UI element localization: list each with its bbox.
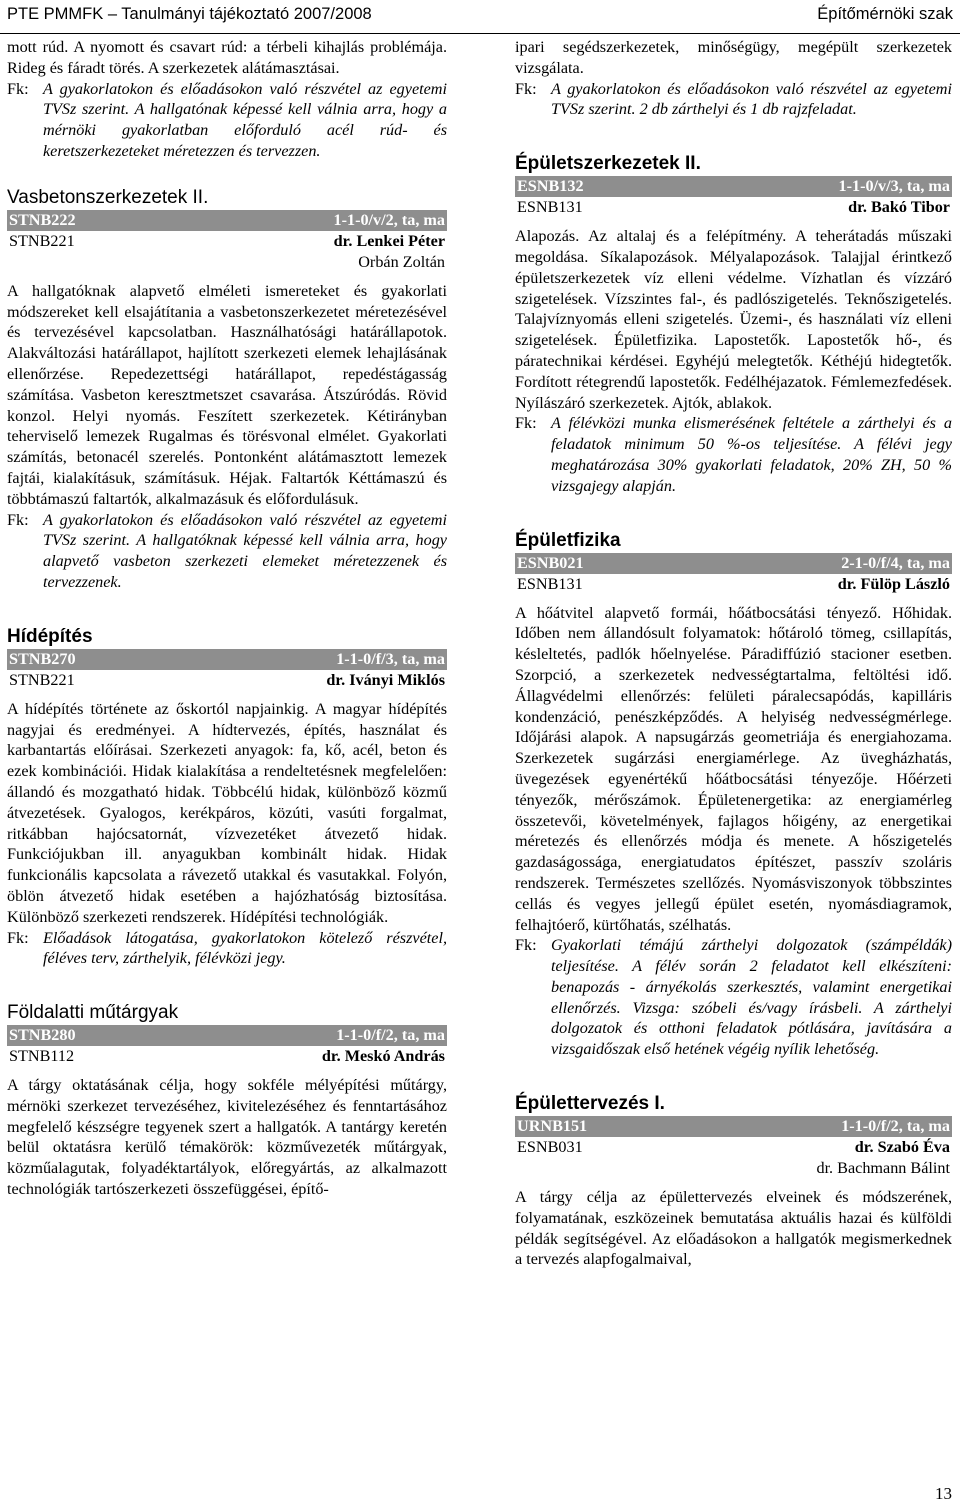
course-credits: 1-1-0/f/2, ta, ma [336, 1026, 445, 1045]
header-left: PTE PMMFK – Tanulmányi tájékoztató 2007/2008 [7, 5, 372, 23]
right-column [515, 37, 952, 1270]
section-title: Földalatti műtárgyak [7, 1002, 179, 1024]
course-code-row [515, 553, 952, 574]
course-credits: 2-1-0/f/4, ta, ma [841, 553, 950, 572]
teacher-name-2: dr. Bachmann Bálint [816, 1159, 950, 1178]
course-code: URNB151 [517, 1117, 588, 1136]
paragraph: mott rúd. A nyomott és csavart rúd: a térbeli kihajlás problémája. Rideg és fáradt törés. A szerkezetek alátámasztásai. [7, 38, 447, 77]
left-column [7, 37, 447, 1200]
course-code: ESNB021 [517, 553, 584, 572]
teacher-name: dr. Iványi Miklós [326, 670, 445, 689]
prerequisite-row [7, 1046, 447, 1067]
course-credits: 1-1-0/f/3, ta, ma [336, 649, 445, 668]
fk-text: A félévközi munka elismerésének feltétele a zárthelyi és a feladatok minimum 50 %-os teljesítése. A félévi jegy meghatározása 30% gyakorlati feladatok, 20% ZH, 50 % vizsgajegy alapján. [551, 414, 952, 495]
header-right: Építőmérnöki szak [817, 5, 953, 23]
teacher-name: dr. Lenkei Péter [333, 231, 445, 250]
prerequisite-code: ESNB131 [517, 574, 583, 593]
course-code-row [7, 1025, 447, 1046]
fk-text: A gyakorlatokon és előadásokon való részvétel az egyetemi TVSz szerint. A hallgatóknak képessé kell válnia arra, hogy alapvető vasbeton szerkezeti elemeket méretezzenek és tervezzenek. [43, 510, 447, 591]
course-code: STNB270 [9, 649, 76, 668]
teacher-name: dr. Fülöp László [837, 574, 950, 593]
course-code: ESNB132 [517, 177, 584, 196]
paragraph: A tárgy célja az épülettervezés elveinek és módszerének, folyamatának, eszközeinek bemutatása aktuális hazai és külföldi példák segítségével. Az előadásokon a hallgatók megismerkednek a tervezés alapfogalmaival, [515, 1188, 952, 1269]
fk-label: Fk: [515, 79, 537, 98]
paragraph: Alapozás. Az altalaj és a felépítmény. A teherátadás műszaki megoldása. Síkalapozások. Mélyalapozások. Talajjal érintkező épületszerkezetek víz elleni védelme. Vízhatlan és vízzáró szigetelések. Vízszintes fal-, és padlószigetelés. Teknőszigetelés. Talajvíznyomás elleni szigetelés. Üzemi-, és használati víz elleni szigetelések. Épületfizika. Lapostetők. Lapostetők hő-, és páratechnikai kérdései. Egyhéjú melegtetők. Kéthéjú hidegtetők. Fordított rétegrendű lapostetők. Fedélhéjazatok. Fémlemezfedések. Nyílászáró szerkezetek. Ajtók, ablakok. [515, 227, 952, 412]
paragraph: ipari segédszerkezetek, minőségügy, megépült szerkezetek vizsgálata. [515, 38, 952, 77]
paragraph: A hallgatóknak alapvető elméleti ismereteket és gyakorlati módszereket kell elsajátítania a vasbetonszerkezetet méretezésével és tervezésével kapcsolatban. Használhatósági határállapotok. Alakváltozási határállapot, hajlított szerkezeti elemek lehajlásának ellenőrzése. Repedezettségi határállapot, repedéstágasság számítása. Vasbeton keresztmetszet csavarása. Átszúródás. Rövid konzol. Helyi nyomás. Feszített szerkezetek. Kétirányban teherviselő lemezek Rugalmas és törésvonal elmélet. Gyakorlati számítás, betonacél szerelés. Pontonként alátámasztott lemezek fajtái, kialakításuk, számításuk. Héjak. Faltartók Kéttámaszú és többtámaszú faltartók, alkalmazásuk és előfordulásuk. [7, 281, 447, 508]
course-code-row [7, 649, 447, 670]
prerequisite-row [7, 231, 447, 252]
teacher-name: dr. Bakó Tibor [848, 198, 950, 217]
fk-text: A gyakorlatokon és előadásokon való részvétel az egyetemi TVSz szerint. 2 db zárthelyi és 1 db rajzfeladat. [551, 79, 952, 119]
paragraph: A tárgy oktatásának célja, hogy sokféle mélyépítési műtárgy, mérnöki szerkezet tervezéséhez, kivitelezéséhez és fenntartásához megfelelő készségre tegyenek szert a hallgatók. A tantárgy keretén belül oktatásra kerülő témakörök: közművezeték műtárgyak, közműalagutak, folyadéktartályok, előregyártás, az alkalmazott technológiák tartószerkezeti összefüggései, építő- [7, 1076, 447, 1199]
fk-label: Fk: [7, 510, 29, 529]
requirements [515, 413, 952, 496]
teacher-name: dr. Szabó Éva [854, 1138, 950, 1157]
prerequisite-row [515, 574, 952, 595]
course-credits: 1-1-0/f/2, ta, ma [841, 1117, 950, 1136]
prerequisite-code: ESNB031 [517, 1138, 583, 1157]
fk-label: Fk: [7, 928, 29, 947]
course-code-row [7, 210, 447, 231]
fk-label: Fk: [515, 414, 537, 433]
section-title: Vasbetonszerkezetek II. [7, 186, 209, 208]
teacher-name-2: Orbán Zoltán [358, 252, 445, 271]
section-title: Épülettervezés I. [515, 1093, 665, 1115]
requirements [7, 928, 447, 970]
teacher-name: dr. Meskó András [321, 1047, 445, 1066]
fk-label: Fk: [515, 936, 537, 955]
prerequisite-code: ESNB131 [517, 198, 583, 217]
course-code: STNB222 [9, 210, 76, 229]
fk-text: Gyakorlati témájú zárthelyi dolgozatok (számpéldák) teljesítése. A félév során 2 feladatot kell elkészíteni: benapozás - árnyékolás szerkesztés, valamint energetikai ellenőrzés. Vizsga: szóbeli és/vagy írásbeli. A zárthelyi dolgozatok és otthoni feladatok pótlására, javítására a vizsgaidőszak első hetének végéig nyílik lehetőség. [551, 936, 952, 1059]
page-number: 13 [935, 1484, 952, 1503]
requirements [515, 79, 952, 121]
paragraph: A hídépítés története az őskortól napjainkig. A magyar hídépítés nagyjai és eredményei. A hídtervezés, építés, használat és karbantartás előírásai. Szerkezeti anyagok: fa, kő, acél, beton és ezek kombinációi. Hidak kialakítása a rendeltetésnek megfelelően: állandó és mozgatható hidak. Többcélú hidak, különböző közmű átvezetések. Gyalogos, kerékpáros, közúti, vasúti forgalmat, ritkábban hajócsatornát, vízvezetéket átvezető hidak. Funkciójukban ill. anyagukban kombinált hidak. Hidak funkcionális kapcsolata a rávezető utakkal és vasutakkal. Folyón, öblön átvezető hidak esetében a hajózhatóság biztosítása. Különböző szerkezeti rendszerek. Hídépítési technológiák. [7, 699, 447, 926]
prerequisite-code: STNB112 [9, 1047, 75, 1066]
course-credits: 1-1-0/v/2, ta, ma [333, 210, 445, 229]
page-header [0, 0, 960, 34]
paragraph: A hőátvitel alapvető formái, hőátbocsátási tényező. Hőhidak. Időben nem állandósult folyamatok: hőtároló tömeg, csillapítás, késleltetés, padlók hőelnyelése. Páradiffúzió stacioner esetben. Szorpció, a szerkezetek nedvességtartalma, feltöltési idő. Állagvédelmi ellenőrzés: felületi páralecsapódás, kapilláris kondenzáció, penészképződés. A helyiség nedvességmérlege. Időjárási alapok. A napsugárzás geometriája és energiahozama. Szerkezetek sugárzási energiamérlege. Az üvegházhatás, üvegezések egyenértékű hőátbocsátási tényezője. Hőérzeti tényezők, mérőszámok. Épületenergetika: az energiamérleg összetevői, követelmények, fajlagos hőigény, az energetikai méretezés és ellenőrzés módja és menete. A hőszigetelés gazdaságossága, energiatudatos építészet, passzív szoláris rendszerek. Természetes szellőzés. Nyomásviszonyok többszintes cellás és vegyes jellegű épület esetén, nyomásdiagramok, felhajtóerő, kürtőhatás, szélhatás. [515, 603, 952, 934]
prerequisite-row [515, 197, 952, 218]
requirements [515, 935, 952, 1060]
course-code-row [515, 176, 952, 197]
prerequisite-row [515, 1137, 952, 1158]
course-code-row [515, 1116, 952, 1137]
section-title: Épületfizika [515, 529, 621, 551]
fk-text: Előadások látogatása, gyakorlatokon kötelező részvétel, féléves terv, zárthelyik, félévközi jegy. [43, 928, 447, 968]
prerequisite-code: STNB221 [9, 231, 75, 250]
prerequisite-code: STNB221 [9, 670, 75, 689]
section-title: Épületszerkezetek II. [515, 153, 701, 175]
section-title: Hídépítés [7, 625, 93, 647]
fk-text: A gyakorlatokon és előadásokon való részvétel az egyetemi TVSz szerint. A hallgatónak képessé kell válnia arra, hogy a mérnöki gyakorlatban előforduló acél rúd- és keretszerkezeteket méretezzen és tervezzen. [43, 79, 447, 160]
requirements [7, 79, 447, 162]
requirements [7, 510, 447, 593]
prerequisite-row [7, 670, 447, 691]
fk-label: Fk: [7, 79, 29, 98]
course-credits: 1-1-0/v/3, ta, ma [838, 177, 950, 196]
course-code: STNB280 [9, 1026, 76, 1045]
